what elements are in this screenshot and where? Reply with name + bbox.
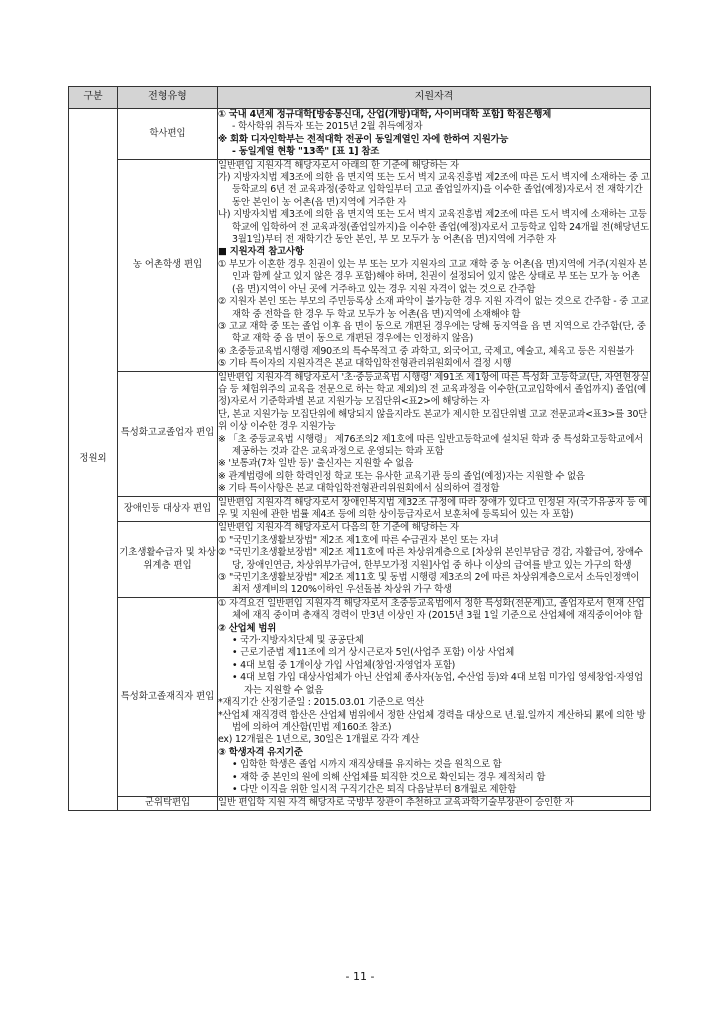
admission-type-cell: 학사편입: [118, 109, 218, 160]
qualification-line: - 동일계열 현황 "13쪽" [표 1] 참조: [232, 146, 380, 158]
qualification-line: • 국가·지방자치단체 및 공공단체: [232, 635, 364, 647]
qualification-line: • 4대 보험 중 1개이상 가입 사업체(창업·자영업자 포함): [232, 659, 456, 671]
header-category: 구분: [69, 87, 118, 109]
qualification-line: ※ 기타 특이사항은 본교 대학입학전형관리위원회에서 심의하여 결정함: [218, 483, 500, 495]
qualification-line: ⑤ 기타 특이자의 지원자격은 본교 대학입학전형관리위원회에서 결정 시행: [218, 358, 512, 370]
qualification-cell: [218, 522, 651, 597]
admission-type-cell: 특성화고졸재직자 편입: [118, 597, 218, 797]
table-row: [69, 522, 651, 597]
qualification-line: ② "국민기초생활보장법" 제2조 제11호에 따른 차상위계층으로 [차상위 본인부담금 경감, 자활급여, 장애수당, 장애인연금, 차상위부가급여, 한부모가정 지원]사업 중 하나 이상의 급여를 받고 있는 가구의 학생: [218, 547, 643, 571]
admission-type-cell: 기초생활수급자 및 차상위계층 편입: [118, 522, 218, 597]
qualification-line: ※ 「초 중등교육법 시행령」 제76조의2 제1호에 따른 일반고등학교에 설치된 학과 중 특성화고등학교에서 제공하는 것과 같은 교육과정으로 운영되는 학과 포함: [218, 433, 644, 457]
qualification-line: 나) 지방자치법 제3조에 의한 읍 면지역 또는 도서 벽지 교육진흥법 제2조에 따른 도서 벽지에 소재하는 고등학교에 입학하여 전 교육과정(졸업일까지)을 이수한 졸업(예정)자로서 고등학교 입학 24개월 전(해당년도 3월1일)부터 전 재학기간 동안 본인, 부 모 모두가 농 어촌(읍 면)지역에 거주한 자: [218, 209, 649, 246]
qualification-line: *재직기간 산정기준일 : 2015.03.01 기준으로 역산: [218, 697, 424, 709]
qualification-line: • 입학한 학생은 졸업 시까지 재직상태를 유지하는 것을 원칙으로 함: [232, 759, 502, 771]
qualification-line: ① 국내 4년제 정규대학[방송통신대, 산업(개방)대학, 사이버대학 포함] 학점은행제: [218, 109, 552, 120]
qualification-line: 일반편입 지원자격 해당자로서 다음의 한 기준에 해당하는 자: [218, 522, 459, 534]
table-row: [69, 159, 651, 371]
qualification-line: 가) 지방자치법 제3조에 의한 읍 면지역 또는 도서 벽지 교육진흥법 제2조에 따른 도서 벽지에 소재하는 중 고등학교의 6년 전 교육과정(중학교 입학일부터 고교 졸업일까지)을 이수한 졸업(예정)자로서 전 재학기간 동안 본인이 농 어촌(읍 면)지역에 거주한 자: [218, 172, 650, 208]
table-row: [69, 496, 651, 522]
qualification-line: • 근로기준법 제11조에 의거 상시근로자 5인(사업주 포함) 이상 사업체: [232, 647, 515, 659]
admission-qualification-table: [68, 86, 651, 811]
qualification-line: ② 산업체 범위: [218, 622, 277, 634]
qualification-line: ① 자격요건 일반편입 지원자격 해당자로서 초중등교육법에서 정한 특성화(전문계)고, 졸업자로서 현재 산업체에 재직 중이며 총재직 경력이 만3년 이상인 자 (2015년 3월 1일 기준으로 산업체에 재직중이어야 함: [218, 597, 645, 622]
qualification-cell: [218, 797, 651, 810]
admission-type-cell: 특성화고교졸업자 편입: [118, 371, 218, 496]
qualification-line: • 다만 이직을 위한 일시적 구직기간은 퇴직 다음날부터 8개월로 제한함: [232, 783, 517, 795]
qualification-line: 일반편입 지원자격 해당자로서 아래의 한 기준에 해당하는 자: [218, 159, 459, 171]
qualification-line: - 학사학위 취득자 또는 2015년 2월 취득예정자: [232, 121, 423, 133]
qualification-line: ② 지원자 본인 또는 부모의 주민등록상 소재 파악이 불가능한 경우 지원 자격이 없는 것으로 간주함 - 중 고교 재학 중 전학을 한 경우 두 학교 모두가 농 어촌(읍 면)지역에 소재해야 함: [218, 296, 649, 320]
qualification-line: ※ '보통과(7차 일반 등)' 출신자는 지원할 수 없음: [218, 458, 414, 470]
admission-type-cell: 장애인등 대상자 편입: [118, 496, 218, 522]
qualification-cell: [218, 109, 651, 160]
qualification-cell: [218, 371, 651, 496]
qualification-cell: [218, 496, 651, 522]
qualification-line: ③ 학생자격 유지기준: [218, 746, 303, 758]
category-cell: 정원외: [69, 109, 118, 811]
qualification-line: • 4대 보험 가입 대상사업체가 아닌 산업체 종사자(농업, 수산업 등)와 4대 보험 미가입 영세창업·자영업자는 지원할 수 없음: [232, 672, 643, 696]
qualification-line: • 재학 중 본인의 원에 의해 산업체를 퇴직한 것으로 확인되는 경우 제적처리 함: [232, 771, 546, 783]
table-row: [69, 371, 651, 496]
qualification-line: ③ 고교 재학 중 또는 졸업 이후 읍 면이 동으로 개편된 경우에는 당해 동지역을 읍 면 지역으로 간주함(단, 중학교 재학 중 읍 면이 동으로 개편된 경우에는 인정하지 않음): [218, 320, 646, 345]
qualification-line: ※ 회화 디자인학부는 전적대학 전공이 동일계열인 자에 한하여 지원가능: [218, 133, 509, 145]
qualification-line: 일반편입 지원자격 해당자로서 '초·중등교육법 시행령' 제91조 제1항에 따른 특성화 고등학교(단, 자연현장실습 등 체험위주의 교육을 전문으로 하는 학교 제외)의 전 교육과정을 이수한(고교입학에서 졸업까지) 졸업(예정)자로서 기준학과별 본교 지원가능 모집단위<표2>에 해당하는 자: [218, 371, 649, 408]
qualification-line: ex) 12개월은 1년으로, 30일은 1개월로 각각 계산: [218, 734, 420, 746]
page-number: - 11 -: [345, 970, 375, 983]
qualification-line: 일반 편입학 지원 자격 해당자로 국방부 장관이 추천하고 교육과학기술부장관이 승인한 자: [218, 797, 574, 809]
qualification-line: ① "국민기초생활보장법" 제2조 제1호에 따른 수급권자 본인 또는 자녀: [218, 534, 499, 546]
qualification-cell: [218, 159, 651, 371]
header-type: 전형유형: [118, 87, 218, 109]
qualification-line: ※ 관계법령에 의한 학력인정 학교 또는 유사한 교육기관 등의 졸업(예정)자는 지원할 수 없음: [218, 470, 585, 482]
table-row: [69, 597, 651, 797]
table-header-row: [69, 87, 651, 109]
table-row: [69, 797, 651, 810]
qualification-line: ① 부모가 이혼한 경우 친권이 있는 부 또는 모가 지원자의 고교 재학 중 농 어촌(읍 면)지역에 거주(지원자 본인과 함께 살고 있지 않은 경우 포함)해야 하며, 친권이 설정되어 있지 않은 상태로 부 또는 모가 농 어촌(읍 면)지역이 아닌 곳에 거주하고 있는 경우 지원 자격이 없는 것으로 간주함: [218, 258, 647, 295]
qualification-cell: [218, 597, 651, 797]
admission-type-cell: 농 어촌학생 편입: [118, 159, 218, 371]
qualification-line: ■ 지원자격 참고사항: [218, 246, 304, 258]
qualification-line: ③ "국민기초생활보장법" 제2조 제11호 및 동법 시행령 제3조의 2에 따른 차상위계층으로서 소득인정액이 최저 생계비의 120%이하인 우선돌봄 차상위 가구 학생: [218, 572, 640, 596]
qualification-line: 단, 본교 지원가능 모집단위에 해당되지 않을지라도 본교가 제시한 모집단위별 고교 전문교과<표3>를 30단위 이상 이수한 경우 지원가능: [218, 408, 648, 433]
qualification-line: *산업체 재직경력 합산은 산업체 범위에서 정한 산업체 경력을 대상으로 년.월.일까지 계산하되 累에 의한 방법에 의하여 계산함(민법 제160조 참조): [218, 709, 646, 733]
table-row: [69, 109, 651, 160]
qualification-line: 일반편입 지원자격 해당자로서 장애인복지법 제32조 규정에 따라 장애가 있다고 인정된 자(국가유공자 등 예우 및 지원에 관한 법률 제4조 등에 의한 상이등급자로서 보훈처에 등록되어 있는 자 포함): [218, 496, 648, 520]
qualification-line: ④ 초중등교육법시행령 제90조의 특수목적고 중 과학고, 외국어고, 국제고, 예술고, 체육고 등은 지원불가: [218, 345, 634, 357]
admission-type-cell: 군위탁편입: [118, 797, 218, 810]
header-qualification: 지원자격: [218, 87, 651, 109]
